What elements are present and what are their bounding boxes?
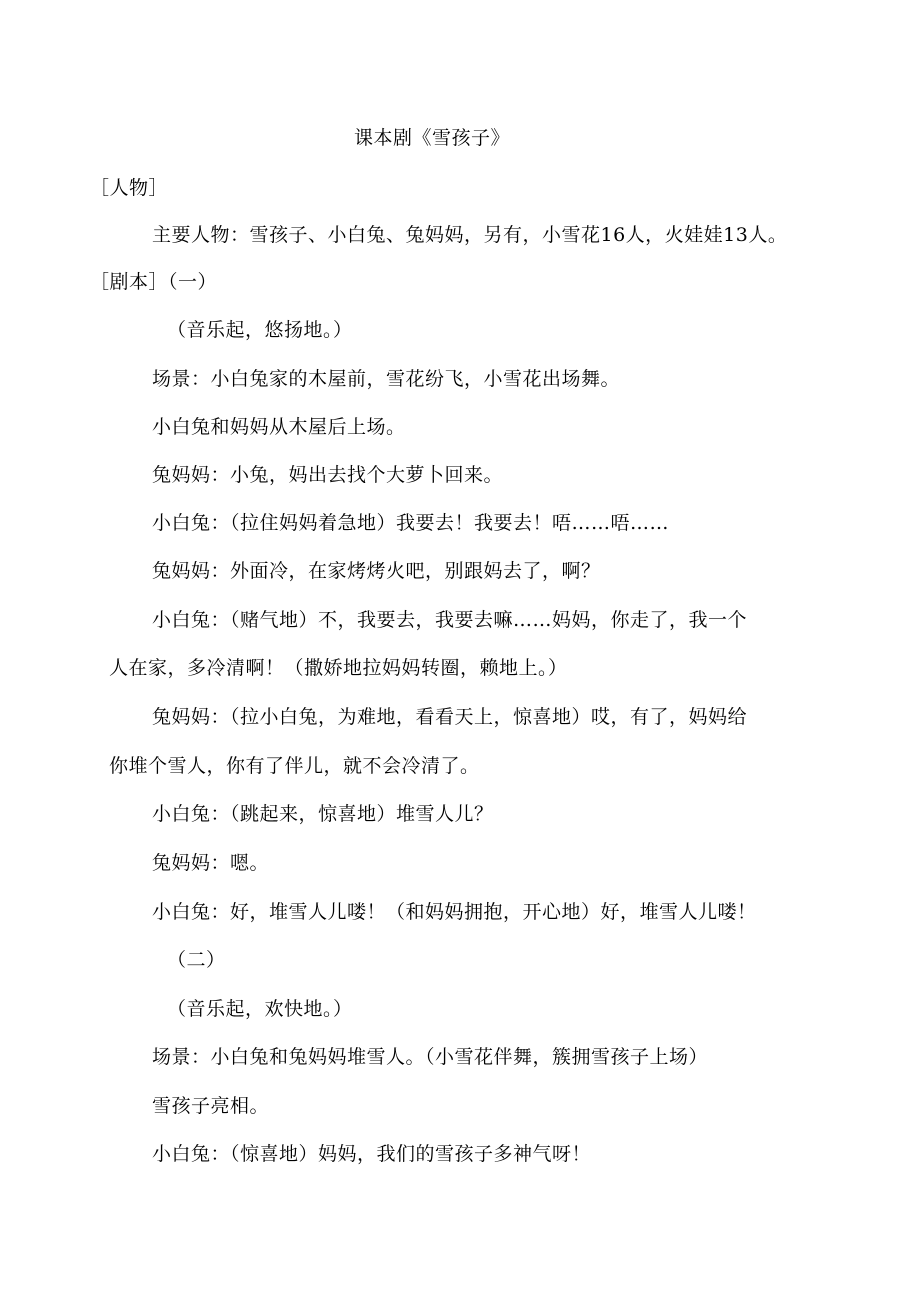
page-title: 课本剧《雪孩子》 bbox=[354, 127, 511, 149]
dialogue-line: 小白兔：（赌气地）不，我要去，我要去嘛……妈妈，你走了，我一个 bbox=[152, 609, 748, 631]
paragraph-line: 小白兔和妈妈从木屋后上场。 bbox=[152, 416, 406, 438]
section-heading-characters: ［人物］ bbox=[90, 177, 169, 199]
paragraph-line: 主要人物：雪孩子、小白兔、兔妈妈，另有，小雪花16人，火娃娃13人。 bbox=[152, 224, 788, 246]
section-heading-script: ［剧本］（一） bbox=[90, 271, 218, 293]
dialogue-line: 兔妈妈：外面冷，在家烤烤火吧，别跟妈去了，啊？ bbox=[152, 560, 601, 582]
dialogue-line: 小白兔：（跳起来，惊喜地）堆雪人儿？ bbox=[152, 803, 494, 825]
dialogue-line-continuation: 人在家，多冷清啊！（撒娇地拉妈妈转圈，赖地上。） bbox=[109, 657, 568, 679]
stage-direction-line: （音乐起，悠扬地。） bbox=[167, 319, 353, 341]
dialogue-line-continuation: 你堆个雪人，你有了伴儿，就不会冷清了。 bbox=[109, 755, 480, 777]
dialogue-line: 兔妈妈：（拉小白兔，为难地，看看天上，惊喜地）哎，有了，妈妈给 bbox=[152, 706, 748, 728]
dialogue-line: 小白兔：（惊喜地）妈妈，我们的雪孩子多神气呀！ bbox=[152, 1143, 592, 1165]
paragraph-line: 雪孩子亮相。 bbox=[152, 1095, 270, 1117]
dialogue-line: 兔妈妈：嗯。 bbox=[152, 852, 270, 874]
paragraph-line: 场景：小白兔和兔妈妈堆雪人。（小雪花伴舞，簇拥雪孩子上场） bbox=[152, 1046, 709, 1068]
dialogue-line: 小白兔：（拉住妈妈着急地）我要去！我要去！唔……唔…… bbox=[152, 512, 670, 534]
dialogue-line: 兔妈妈：小兔，妈出去找个大萝卜回来。 bbox=[152, 464, 504, 486]
section-heading-part-two: （二） bbox=[167, 949, 226, 971]
stage-direction-line: （音乐起，欢快地。） bbox=[167, 998, 353, 1020]
dialogue-line: 小白兔：好，堆雪人儿喽！（和妈妈拥抱，开心地）好，堆雪人儿喽！ bbox=[152, 901, 757, 923]
paragraph-line: 场景：小白兔家的木屋前，雪花纷飞，小雪花出场舞。 bbox=[152, 368, 621, 390]
